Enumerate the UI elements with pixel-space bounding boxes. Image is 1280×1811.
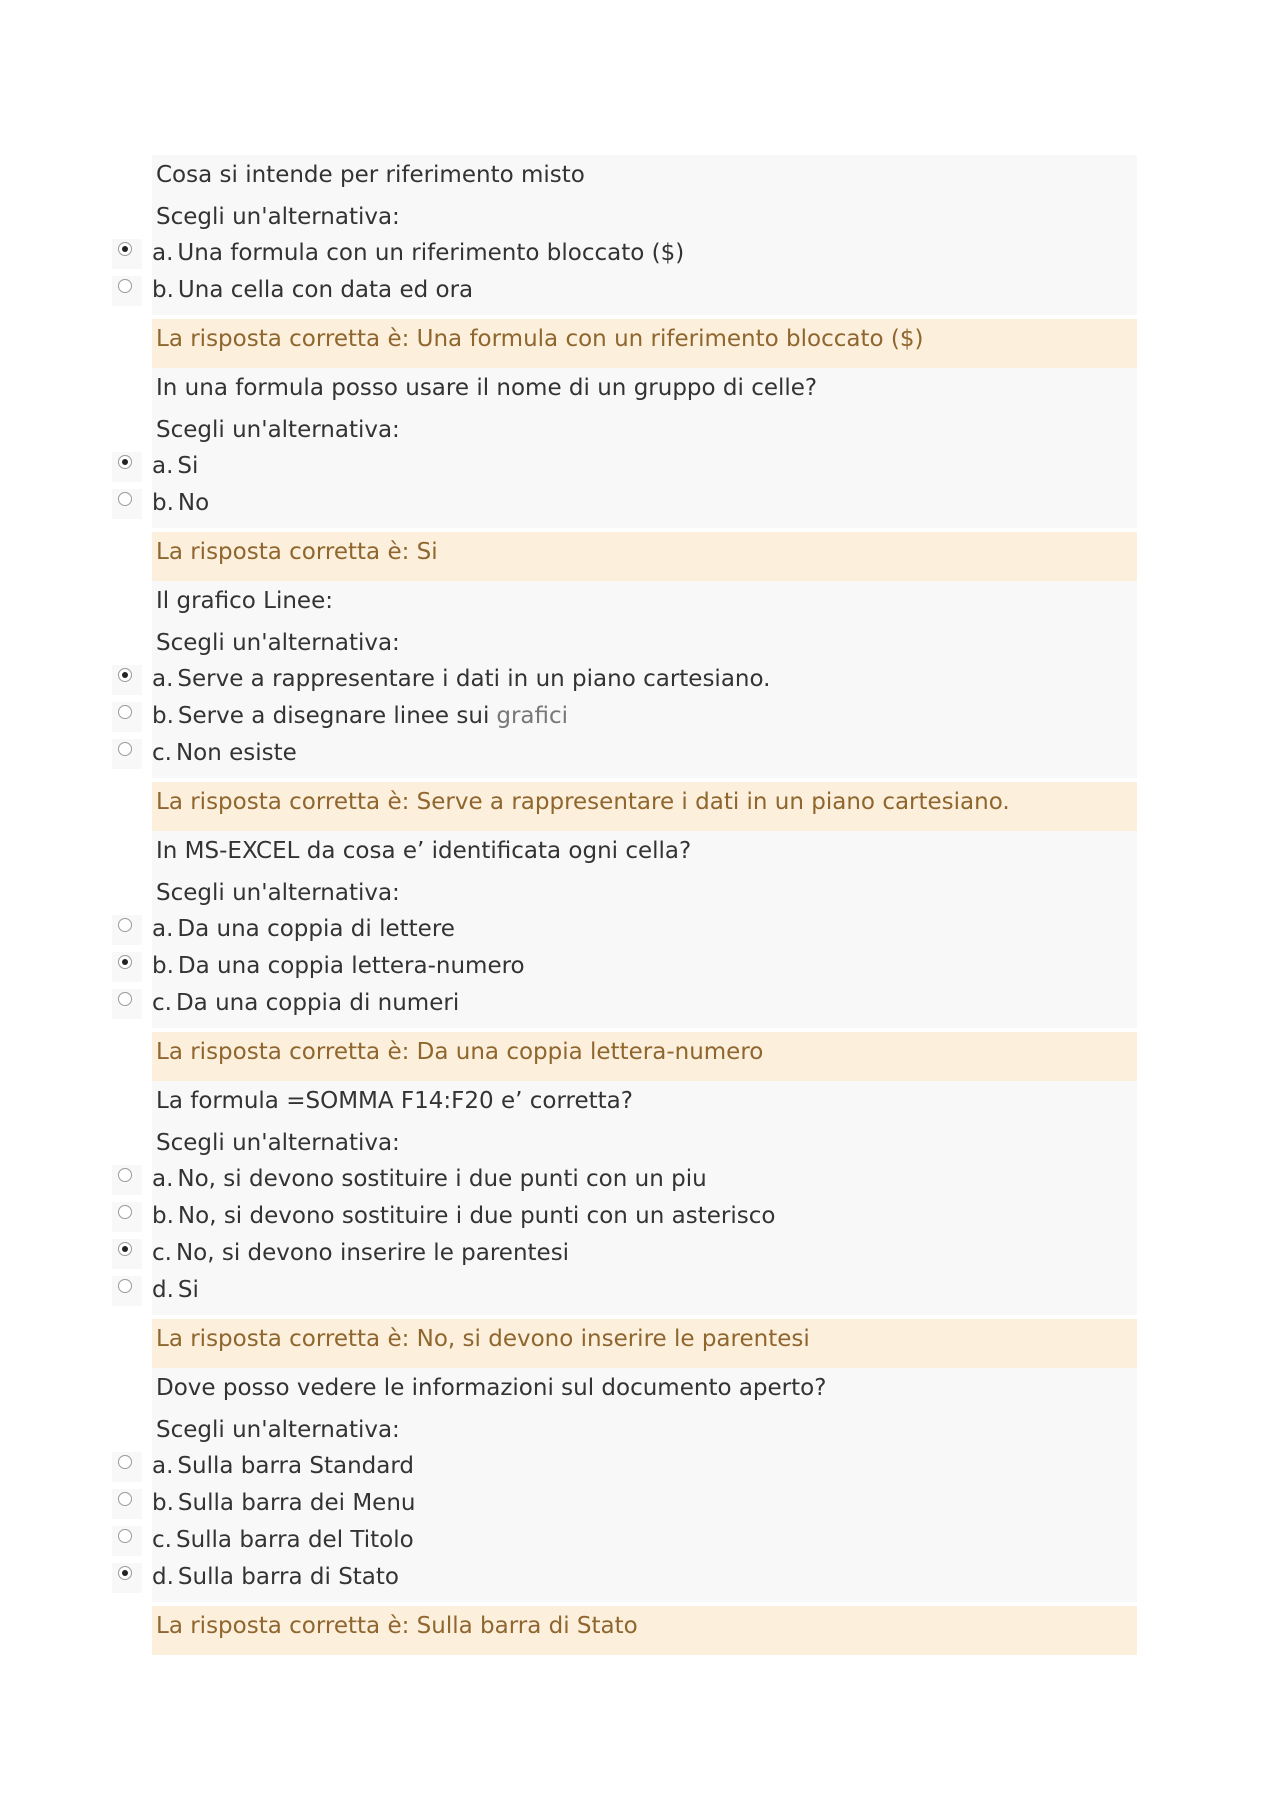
question-block [112, 155, 1137, 368]
question-block [112, 581, 1137, 831]
option-text: Sulla barra di Stato [177, 1564, 399, 1590]
option-text: Da una coppia di numeri [175, 990, 460, 1016]
answer-option[interactable] [152, 272, 1137, 309]
radio-ring-icon [118, 1205, 132, 1219]
radio-button[interactable] [112, 452, 142, 482]
radio-button[interactable] [112, 1165, 142, 1195]
option-text: Serve a disegnare linee sui [177, 703, 490, 729]
correct-answer-feedback: La risposta corretta è: Si [152, 532, 1137, 581]
option-letter: b. [152, 703, 174, 729]
radio-button[interactable] [112, 739, 142, 769]
question-text: Il grafico Linee: [156, 588, 333, 614]
question-text: Cosa si intende per riferimento misto [156, 162, 585, 188]
answer-option[interactable] [152, 1485, 1137, 1522]
option-text: No, si devono sostituire i due punti con un asterisco [177, 1203, 776, 1229]
radio-button[interactable] [112, 1563, 142, 1593]
question-text: Dove posso vedere le informazioni sul documento aperto? [156, 1375, 827, 1401]
radio-ring-icon [118, 742, 132, 756]
question-box [152, 831, 1137, 1028]
radio-ring-icon [118, 992, 132, 1006]
option-text: Sulla barra Standard [177, 1453, 415, 1479]
option-text: No, si devono inserire le parentesi [175, 1240, 570, 1266]
question-text: La formula =SOMMA F14:F20 e’ corretta? [156, 1088, 633, 1114]
question-text: In MS-EXCEL da cosa e’ identificata ogni cella? [156, 838, 692, 864]
answer-option[interactable] [152, 1161, 1137, 1198]
radio-ring-icon [118, 918, 132, 932]
radio-ring-icon [118, 1279, 132, 1293]
radio-button[interactable] [112, 489, 142, 519]
radio-ring-icon [118, 492, 132, 506]
answer-prompt: Scegli un'alternativa: [156, 1130, 400, 1156]
radio-button[interactable] [112, 665, 142, 695]
question-box [152, 581, 1137, 778]
radio-button[interactable] [112, 952, 142, 982]
option-letter: d. [152, 1277, 174, 1303]
answer-option[interactable] [152, 1198, 1137, 1235]
option-text: Si [177, 453, 199, 479]
option-text: Non esiste [175, 740, 297, 766]
answer-options [152, 448, 1137, 522]
radio-button[interactable] [112, 1489, 142, 1519]
question-block [112, 1081, 1137, 1368]
answer-prompt: Scegli un'alternativa: [156, 417, 400, 443]
radio-dot-icon [122, 1570, 128, 1576]
option-text: Una formula con un riferimento bloccato ($) [177, 240, 685, 266]
option-letter: a. [152, 666, 174, 692]
correct-answer-feedback: La risposta corretta è: Una formula con un riferimento bloccato ($) [152, 319, 1137, 368]
radio-dot-icon [122, 459, 128, 465]
option-letter: a. [152, 240, 174, 266]
answer-options [152, 911, 1137, 1022]
radio-ring-icon [118, 1455, 132, 1469]
radio-ring-icon [118, 1566, 132, 1580]
radio-button[interactable] [112, 1239, 142, 1269]
option-letter: b. [152, 1490, 174, 1516]
radio-button[interactable] [112, 702, 142, 732]
answer-option[interactable] [152, 1448, 1137, 1485]
question-box [152, 1081, 1137, 1315]
radio-button[interactable] [112, 239, 142, 269]
answer-prompt: Scegli un'alternativa: [156, 880, 400, 906]
radio-button[interactable] [112, 1526, 142, 1556]
answer-option[interactable] [152, 1235, 1137, 1272]
radio-button[interactable] [112, 276, 142, 306]
option-letter: a. [152, 453, 174, 479]
radio-button[interactable] [112, 989, 142, 1019]
question-block [112, 1368, 1137, 1655]
option-text: Una cella con data ed ora [177, 277, 474, 303]
radio-button[interactable] [112, 1276, 142, 1306]
answer-option[interactable] [152, 1272, 1137, 1309]
option-letter: c. [152, 1527, 172, 1553]
option-text: No, si devono sostituire i due punti con un piu [177, 1166, 707, 1192]
option-text: Si [177, 1277, 199, 1303]
option-text: Sulla barra del Titolo [175, 1527, 414, 1553]
correct-answer-feedback: La risposta corretta è: Da una coppia lettera-numero [152, 1032, 1137, 1081]
correct-answer-feedback: La risposta corretta è: Sulla barra di Stato [152, 1606, 1137, 1655]
answer-option[interactable] [152, 1559, 1137, 1596]
option-letter: d. [152, 1564, 174, 1590]
answer-prompt: Scegli un'alternativa: [156, 204, 400, 230]
option-letter: b. [152, 953, 174, 979]
answer-option[interactable] [152, 448, 1137, 485]
option-text: Serve a rappresentare i dati in un piano cartesiano. [177, 666, 771, 692]
question-block [112, 368, 1137, 581]
answer-options [152, 661, 1137, 772]
option-letter: a. [152, 916, 174, 942]
radio-button[interactable] [112, 1452, 142, 1482]
radio-button[interactable] [112, 1202, 142, 1232]
answer-option[interactable] [152, 235, 1137, 272]
radio-ring-icon [118, 955, 132, 969]
answer-option[interactable] [152, 1522, 1137, 1559]
radio-ring-icon [118, 1492, 132, 1506]
quiz-review [112, 155, 1137, 1655]
option-letter: b. [152, 277, 174, 303]
radio-ring-icon [118, 455, 132, 469]
answer-option[interactable] [152, 661, 1137, 698]
radio-button[interactable] [112, 915, 142, 945]
option-letter: b. [152, 490, 174, 516]
option-letter: a. [152, 1166, 174, 1192]
answer-option[interactable] [152, 948, 1137, 985]
answer-option[interactable] [152, 485, 1137, 522]
answer-prompt: Scegli un'alternativa: [156, 630, 400, 656]
option-text: Da una coppia lettera-numero [177, 953, 525, 979]
correct-answer-feedback: La risposta corretta è: No, si devono inserire le parentesi [152, 1319, 1137, 1368]
answer-options [152, 1161, 1137, 1309]
option-letter: b. [152, 1203, 174, 1229]
answer-options [152, 1448, 1137, 1596]
option-text: Da una coppia di lettere [177, 916, 455, 942]
answer-options [152, 235, 1137, 309]
option-letter: a. [152, 1453, 174, 1479]
answer-option[interactable] [152, 911, 1137, 948]
radio-dot-icon [122, 1246, 128, 1252]
option-text: No [177, 490, 210, 516]
radio-ring-icon [118, 1242, 132, 1256]
question-block [112, 831, 1137, 1081]
option-letter: c. [152, 740, 172, 766]
radio-ring-icon [118, 242, 132, 256]
question-box [152, 155, 1137, 315]
radio-ring-icon [118, 668, 132, 682]
radio-ring-icon [118, 1168, 132, 1182]
radio-dot-icon [122, 246, 128, 252]
option-letter: c. [152, 990, 172, 1016]
question-box [152, 368, 1137, 528]
answer-prompt: Scegli un'alternativa: [156, 1417, 400, 1443]
answer-option[interactable] [152, 735, 1137, 772]
radio-ring-icon [118, 279, 132, 293]
question-text: In una formula posso usare il nome di un gruppo di celle? [156, 375, 818, 401]
question-box [152, 1368, 1137, 1602]
option-text-muted: grafici [496, 703, 569, 729]
radio-ring-icon [118, 705, 132, 719]
answer-option[interactable] [152, 985, 1137, 1022]
answer-option[interactable] [152, 698, 1137, 735]
option-letter: c. [152, 1240, 172, 1266]
radio-dot-icon [122, 959, 128, 965]
correct-answer-feedback: La risposta corretta è: Serve a rappresentare i dati in un piano cartesiano. [152, 782, 1137, 831]
option-text: Sulla barra dei Menu [177, 1490, 416, 1516]
radio-ring-icon [118, 1529, 132, 1543]
radio-dot-icon [122, 672, 128, 678]
